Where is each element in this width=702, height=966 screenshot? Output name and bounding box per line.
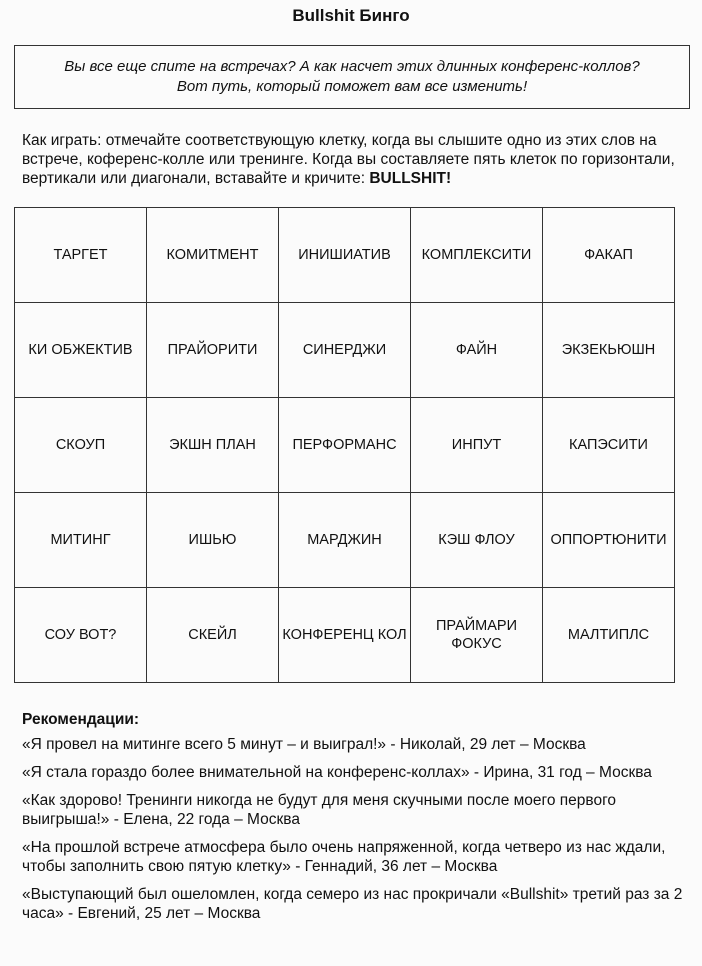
bingo-cell[interactable]: МАРДЖИН [279, 493, 411, 588]
bingo-cell[interactable]: СКЕЙЛ [147, 588, 279, 683]
bingo-cell[interactable]: КИ ОБЖЕКТИВ [15, 303, 147, 398]
bingo-cell[interactable]: ИНИШИАТИВ [279, 208, 411, 303]
bingo-cell[interactable]: ПЕРФОРМАНС [279, 398, 411, 493]
bingo-cell[interactable]: КОНФЕРЕНЦ КОЛ [279, 588, 411, 683]
bingo-cell[interactable]: ПРАЙОРИТИ [147, 303, 279, 398]
instructions-shout: BULLSHIT! [369, 170, 452, 187]
bingo-row [15, 208, 675, 303]
bingo-cell[interactable]: СКОУП [15, 398, 147, 493]
recommendations [22, 710, 686, 932]
bingo-cell[interactable]: КОМИТМЕНТ [147, 208, 279, 303]
bingo-cell[interactable]: ЭКЗЕКЬЮШН [543, 303, 675, 398]
bingo-cell[interactable]: КОМПЛЕКСИТИ [411, 208, 543, 303]
testimonial: «На прошлой встрече атмосфера было очень напряженной, когда четверо из нас ждали, чтобы заполнить свою пятую клетку» - Геннадий, 36 лет – Москва [22, 839, 666, 875]
bingo-cell[interactable]: ИНПУТ [411, 398, 543, 493]
intro-line-2: Вот путь, который поможет вам все изменить! [176, 78, 528, 95]
bingo-cell[interactable]: ФАЙН [411, 303, 543, 398]
bingo-row [15, 398, 675, 493]
instructions [22, 131, 686, 188]
bingo-cell[interactable]: ТАРГЕТ [15, 208, 147, 303]
bingo-cell[interactable]: ИШЬЮ [147, 493, 279, 588]
testimonial: «Я стала гораздо более внимательной на конференс-коллах» - Ирина, 31 год – Москва [22, 764, 652, 781]
bingo-cell[interactable]: КАПЭСИТИ [543, 398, 675, 493]
bingo-row [15, 303, 675, 398]
bingo-cell[interactable]: ФАКАП [543, 208, 675, 303]
bingo-cell[interactable]: СОУ ВОТ? [15, 588, 147, 683]
bingo-grid [14, 207, 675, 683]
intro-line-1: Вы все еще спите на встречах? А как насчет этих длинных конференс-коллов? [64, 58, 640, 75]
bingo-cell[interactable]: ОППОРТЮНИТИ [543, 493, 675, 588]
intro-box [14, 45, 690, 109]
page-title: Bullshit Бинго [292, 6, 410, 25]
bingo-cell[interactable]: МИТИНГ [15, 493, 147, 588]
testimonial: «Выступающий был ошеломлен, когда семеро из нас прокричали «Bullshit» третий раз за 2 часа» - Евгений, 25 лет – Москва [22, 886, 683, 922]
bingo-cell[interactable]: ЭКШН ПЛАН [147, 398, 279, 493]
bingo-row [15, 588, 675, 683]
bingo-cell[interactable]: КЭШ ФЛОУ [411, 493, 543, 588]
bingo-cell[interactable]: МАЛТИПЛС [543, 588, 675, 683]
testimonial: «Как здорово! Тренинги никогда не будут для меня скучными после моего первого выигрыша!» - Елена, 22 года – Москва [22, 792, 617, 828]
recommendations-heading: Рекомендации: [22, 711, 140, 728]
testimonial: «Я провел на митинге всего 5 минут – и выиграл!» - Николай, 29 лет – Москва [22, 736, 586, 753]
bingo-row [15, 493, 675, 588]
instructions-text: Как играть: отмечайте соответствующую клетку, когда вы слышите одно из этих слов на встрече, коференс-колле или тренинге. Когда вы составляете пять клеток по горизонтали, вертикали или диагонали, вставайте и кричите: [22, 132, 675, 187]
bingo-cell[interactable]: СИНЕРДЖИ [279, 303, 411, 398]
bingo-cell[interactable]: ПРАЙМАРИ ФОКУС [411, 588, 543, 683]
